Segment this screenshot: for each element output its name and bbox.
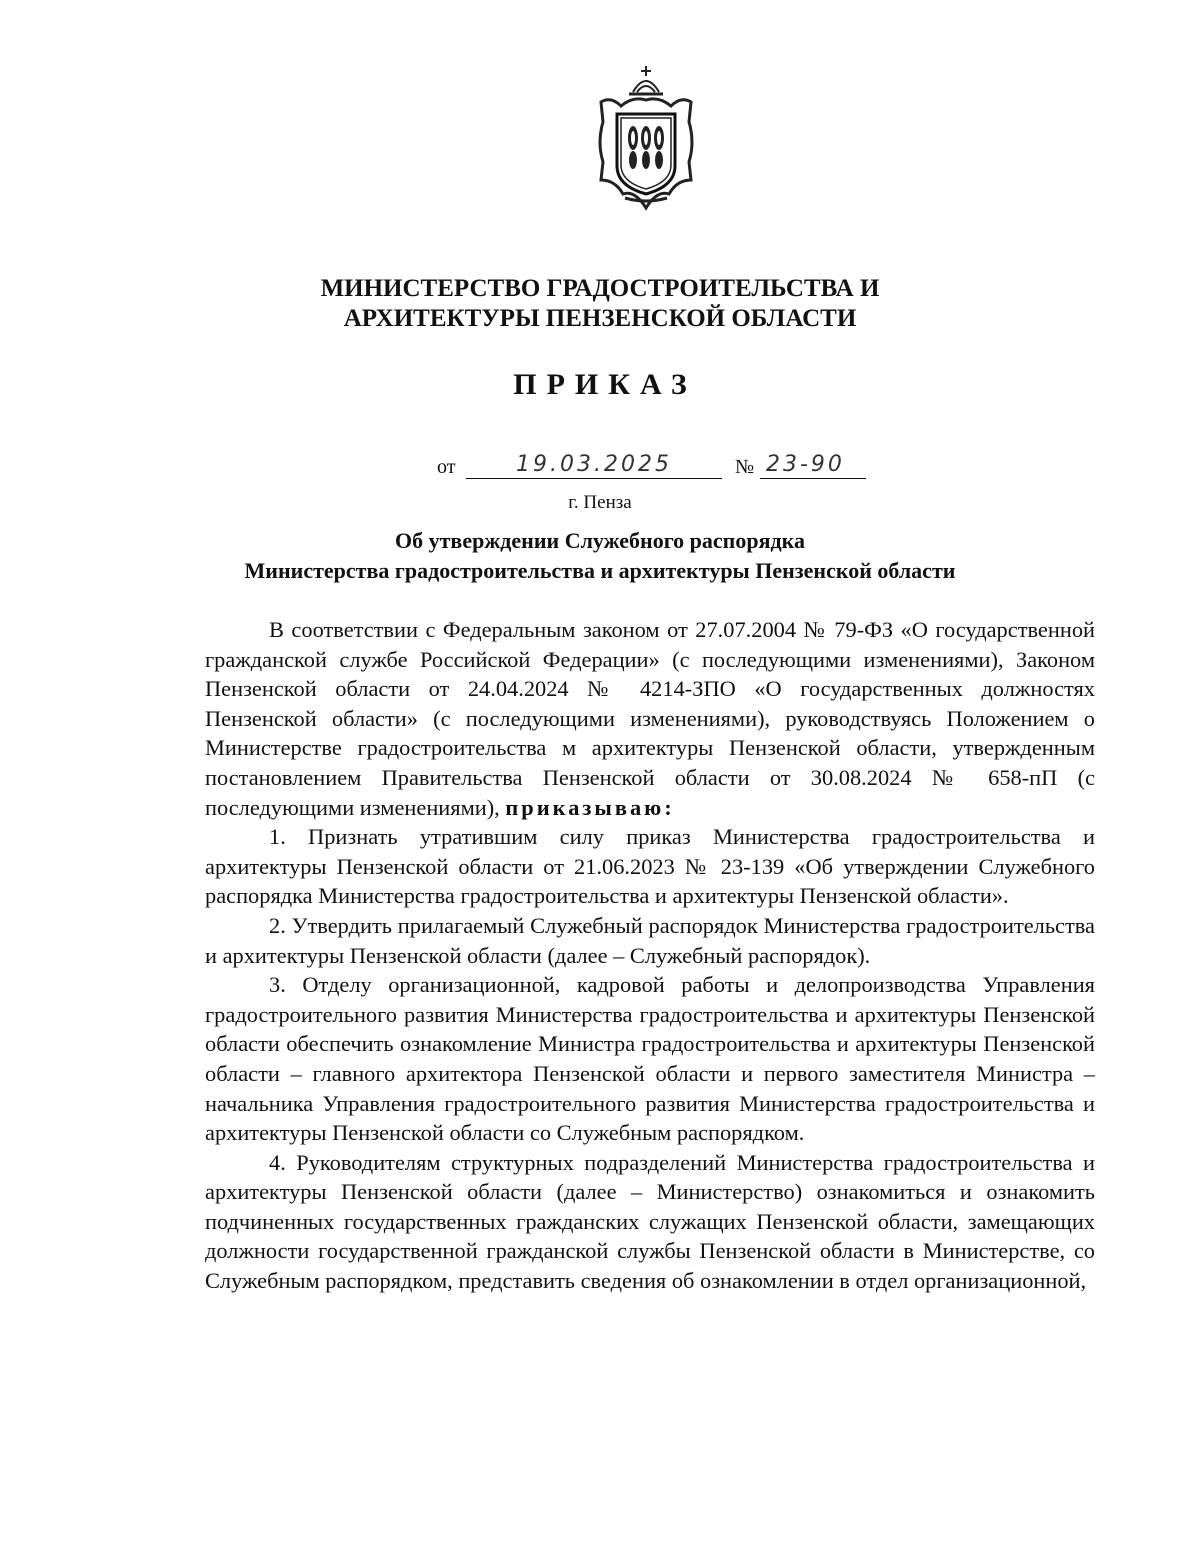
title-line-1: Об утверждении Служебного распорядка — [395, 528, 805, 553]
number-underline — [760, 478, 866, 479]
city: г. Пенза — [568, 492, 632, 513]
date-number-row — [0, 452, 1200, 482]
date-label: от — [437, 456, 456, 478]
ministry-name — [0, 274, 1200, 334]
item-2: 2. Утвердить прилагаемый Служебный распорядок Министерства градостроительства и архитектуры Пензенской области (далее – Служебный распорядок). — [205, 912, 1095, 968]
number-label: № — [735, 456, 755, 478]
title-line-2: Министерства градостроительства и архитектуры Пензенской области — [244, 558, 956, 583]
date-underline — [466, 478, 722, 479]
ministry-line-2: АРХИТЕКТУРЫ ПЕНЗЕНСКОЙ ОБЛАСТИ — [343, 305, 857, 332]
penza-coat-of-arms-icon — [591, 62, 701, 212]
item-3: 3. Отделу организационной, кадровой работы и делопроизводства Управления градостроительного развития Министерства градостроительства и архитектуры Пензенской области обеспечить ознакомление Министра градостроительства и архитектуры Пензенской области – главного архитектора Пензенской области и первого заместителя Министра – начальника Управления градостроительного развития Министерства градостроительства и архитектуры Пензенской области со Служебным распорядком. — [205, 972, 1095, 1146]
document-type: ПРИКАЗ — [513, 368, 697, 401]
document-title — [0, 526, 1200, 586]
number-value: 23-90 — [766, 452, 845, 477]
ministry-line-1: МИНИСТЕРСТВО ГРАДОСТРОИТЕЛЬСТВА И — [320, 275, 880, 302]
item-4: 4. Руководителям структурных подразделений Министерства градостроительства и архитектуры Пензенской области (далее – Министерство) ознакомиться и ознакомить подчиненных государственных гражданских служащих Пензенской области, замещающих должности государственной гражданской службы Пензенской области в Министерстве, со Служебным распорядком, представить сведения об ознакомлении в отдел организационной, — [205, 1149, 1095, 1294]
preamble-paragraph — [205, 615, 1095, 822]
preamble-text: В соответствии с Федеральным законом от 27.07.2004 № 79-ФЗ «О государственной гражданской службе Российской Федерации» (с последующими изменениями), Законом Пензенской области от 24.04.2024 № 4214-ЗПО «О государственных должностях Пензенской области» (с последующими изменениями), руководствуясь Положением о Министерстве градостроительства м архитектуры Пензенской области, утвержденным постановлением Правительства Пензенской области от 30.08.2024 № 658-пП (с последующими изменениями), — [205, 617, 1095, 820]
document-body — [205, 615, 1095, 1296]
order-word: приказываю — [505, 794, 665, 820]
date-value: 19.03.2025 — [516, 452, 672, 477]
order-colon: : — [664, 794, 672, 820]
item-1: 1. Признать утратившим силу приказ Министерства градостроительства и архитектуры Пензенской области от 21.06.2023 № 23-139 «Об утверждении Служебного распорядка Министерства градостроительства и архитектуры Пензенской области». — [205, 824, 1095, 909]
